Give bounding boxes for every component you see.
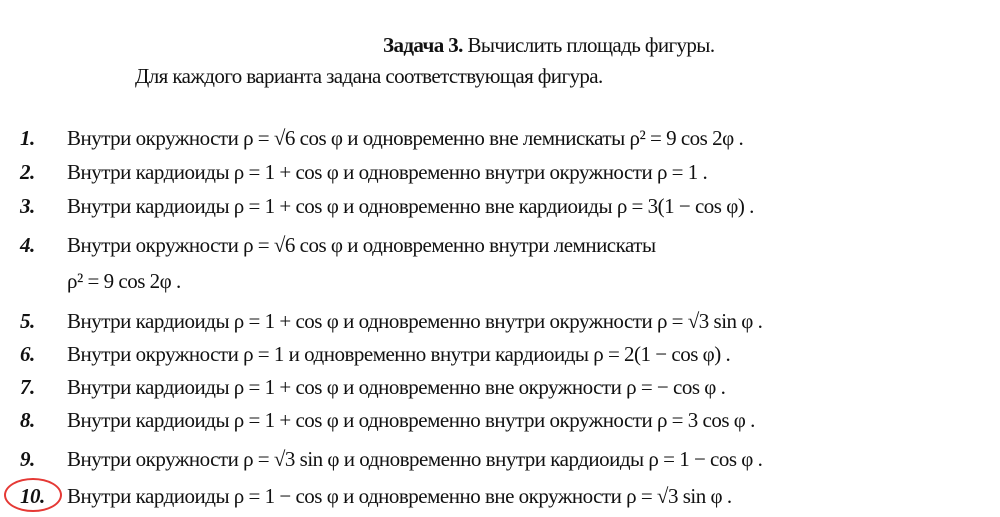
item-text: Внутри кардиоиды ρ = 1 + cos φ и одновременно внутри окружности ρ = 1 . — [67, 160, 708, 184]
task-label: Задача 3. — [383, 33, 463, 57]
item-text: Внутри окружности ρ = 1 и одновременно внутри кардиоиды ρ = 2(1 − cos φ) . — [67, 342, 731, 366]
item-text: Внутри кардиоиды ρ = 1 + cos φ и одновременно внутри окружности ρ = 3 cos φ . — [67, 408, 755, 432]
task-heading — [383, 33, 714, 58]
item-text: Внутри кардиоиды ρ = 1 + cos φ и одновременно вне кардиоиды ρ = 3(1 − cos φ) . — [67, 194, 754, 218]
highlight-circle — [4, 478, 62, 512]
item-number: 10. — [20, 484, 45, 508]
item-text: Внутри окружности ρ = √6 cos φ и одновременно вне лемнискаты ρ² = 9 cos 2φ . — [67, 126, 744, 150]
item-text: Внутри окружности ρ = √3 sin φ и одновременно внутри кардиоиды ρ = 1 − cos φ . — [67, 447, 763, 471]
item-text: Внутри кардиоиды ρ = 1 + cos φ и одновременно внутри окружности ρ = √3 sin φ . — [67, 309, 763, 333]
item-number: 3. — [20, 194, 35, 218]
item-number: 5. — [20, 309, 35, 333]
task-text: Вычислить площадь фигуры. — [467, 33, 715, 57]
item-text: Внутри окружности ρ = √6 cos φ и одновременно внутри лемнискаты — [67, 233, 656, 257]
item-number: 4. — [20, 233, 35, 257]
item-number: 9. — [20, 447, 35, 471]
item-number: 2. — [20, 160, 35, 184]
item-number: 6. — [20, 342, 35, 366]
item-number: 1. — [20, 126, 35, 150]
task-subheading: Для каждого варианта задана соответствующая фигура. — [135, 64, 603, 88]
item-text: Внутри кардиоиды ρ = 1 − cos φ и одновременно вне окружности ρ = √3 sin φ . — [67, 484, 732, 508]
item-continuation: ρ² = 9 cos 2φ . — [67, 269, 181, 293]
item-number: 8. — [20, 408, 35, 432]
item-text: Внутри кардиоиды ρ = 1 + cos φ и одновременно вне окружности ρ = − cos φ . — [67, 375, 726, 399]
item-number: 7. — [20, 375, 35, 399]
